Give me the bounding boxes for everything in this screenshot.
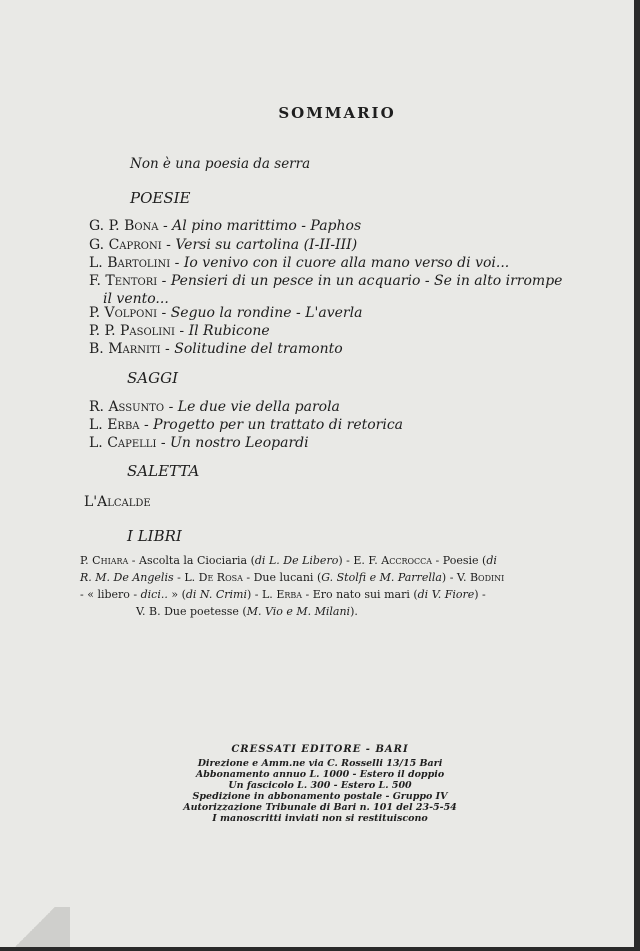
section-heading-poesie: POESIE: [130, 189, 191, 207]
toc-entry: R. Assunto - Le due vie della parola: [89, 399, 340, 415]
libri-line: [80, 603, 530, 620]
entry-title: Seguo la rondine - L'averla: [170, 305, 363, 321]
toc-entry: G. Caproni - Versi su cartolina (I-II-III): [89, 237, 358, 253]
book-title: M. Vio e M. Milani: [246, 605, 351, 618]
colophon-line: Un fascicolo L. 300 - Estero L. 500: [228, 780, 412, 791]
book-title: di V. Fiore: [417, 588, 475, 601]
entry-author: F. Tentori: [89, 273, 158, 289]
toc-entry: P. Volponi - Seguo la rondine - L'averla: [89, 305, 363, 321]
book-text: ) - L.: [247, 588, 277, 601]
toc-entry: L. Erba - Progetto per un trattato di retorica: [89, 417, 404, 433]
entry-author: P. Volponi: [89, 305, 158, 321]
book-text: ).: [350, 605, 358, 618]
book-text: - Poesie (: [432, 554, 487, 567]
book-text: P.: [80, 554, 93, 567]
entry-title: Al pino marittimo - Paphos: [172, 218, 362, 234]
libri-line: [80, 586, 530, 603]
toc-entry: G. P. Bona - Al pino marittimo - Paphos: [89, 218, 362, 234]
book-author: Erba: [276, 588, 303, 601]
colophon-line: Spedizione in abbonamento postale - Gruppo IV: [192, 791, 448, 802]
book-title: di L. De Libero: [254, 554, 339, 567]
entry-author: R. Assunto: [89, 399, 165, 415]
entry-title-continued: il vento...: [103, 291, 169, 307]
toc-entry: B. Marniti - Solitudine del tramonto: [89, 341, 343, 357]
section-heading-saggi: SAGGI: [127, 369, 178, 387]
entry-title: Io venivo con il cuore alla mano verso di voi...: [183, 255, 510, 271]
book-title: G. Stolfi e M. Parrella: [321, 571, 442, 584]
saletta-entry: L'Alcalde: [84, 494, 151, 510]
book-text: ) - V.: [441, 571, 470, 584]
book-text: - Due lucani (: [242, 571, 322, 584]
publisher: CRESSATI EDITORE - BARI: [231, 744, 409, 755]
toc-entry: F. Tentori - Pensieri di un pesce in un acquario - Se in alto irrompe: [89, 273, 563, 289]
book-text: - Ero nato sui mari (: [302, 588, 418, 601]
entry-author: P. P. Pasolini: [89, 323, 175, 339]
book-author: De Rosa: [198, 571, 243, 584]
book-title: dici..: [140, 588, 168, 601]
libri-line: [80, 552, 530, 569]
colophon-line: Autorizzazione Tribunale di Bari n. 101 del 23-5-54: [183, 802, 457, 813]
libri-line: [80, 569, 530, 586]
entry-title: Il Rubicone: [188, 323, 270, 339]
entry-author: L. Capelli: [89, 435, 157, 451]
entry-title: Un nostro Leopardi: [170, 435, 309, 451]
entry-title: Progetto per un trattato di retorica: [153, 417, 404, 433]
entry-title: Versi su cartolina (I-II-III): [175, 237, 358, 253]
book-author: Bodini: [469, 571, 505, 584]
book-author: Accrocca: [381, 554, 433, 567]
book-text: ) - E. F.: [338, 554, 382, 567]
book-author: Chiara: [92, 554, 129, 567]
entry-author: B. Marniti: [89, 341, 161, 357]
colophon-line: Abbonamento annuo L. 1000 - Estero il doppio: [195, 769, 445, 780]
entry-author: G. P. Bona: [89, 218, 159, 234]
book-text: V. B. Due poetesse (: [136, 605, 247, 618]
intro-text: Non è una poesia da serra: [130, 156, 311, 172]
book-text: - Ascolta la Ciociaria (: [128, 554, 255, 567]
page-title: SOMMARIO: [278, 104, 396, 122]
colophon-line: Direzione e Amm.ne via C. Rosselli 13/15 Bari: [197, 758, 443, 769]
book-text: » (: [167, 588, 186, 601]
book-text: - L.: [173, 571, 199, 584]
section-heading-saletta: SALETTA: [127, 462, 200, 480]
book-title: R. M. De Angelis: [80, 571, 174, 584]
toc-entry: L. Bartolini - Io venivo con il cuore alla mano verso di voi...: [89, 255, 510, 271]
book-text: - « libero -: [80, 588, 141, 601]
page-corner: [0, 907, 70, 947]
book-title: di N. Crimi: [185, 588, 247, 601]
libri-list: [80, 552, 530, 620]
entry-title: Solitudine del tramonto: [174, 341, 343, 357]
colophon-lines: [170, 758, 470, 824]
book-text: ) -: [474, 588, 486, 601]
toc-entry: L. Capelli - Un nostro Leopardi: [89, 435, 309, 451]
entry-author: G. Caproni: [89, 237, 162, 253]
book-title: di: [486, 554, 497, 567]
section-heading-libri: I LIBRI: [127, 527, 182, 545]
toc-entry: P. P. Pasolini - Il Rubicone: [89, 323, 270, 339]
entry-author: L. Bartolini: [89, 255, 171, 271]
entry-title: Pensieri di un pesce in un acquario - Se in alto irrompe: [170, 273, 563, 289]
entry-title: Le due vie della parola: [177, 399, 340, 415]
entry-author: L. Erba: [89, 417, 140, 433]
colophon: [170, 744, 470, 824]
colophon-line: I manoscritti inviati non si restituiscono: [212, 813, 428, 824]
